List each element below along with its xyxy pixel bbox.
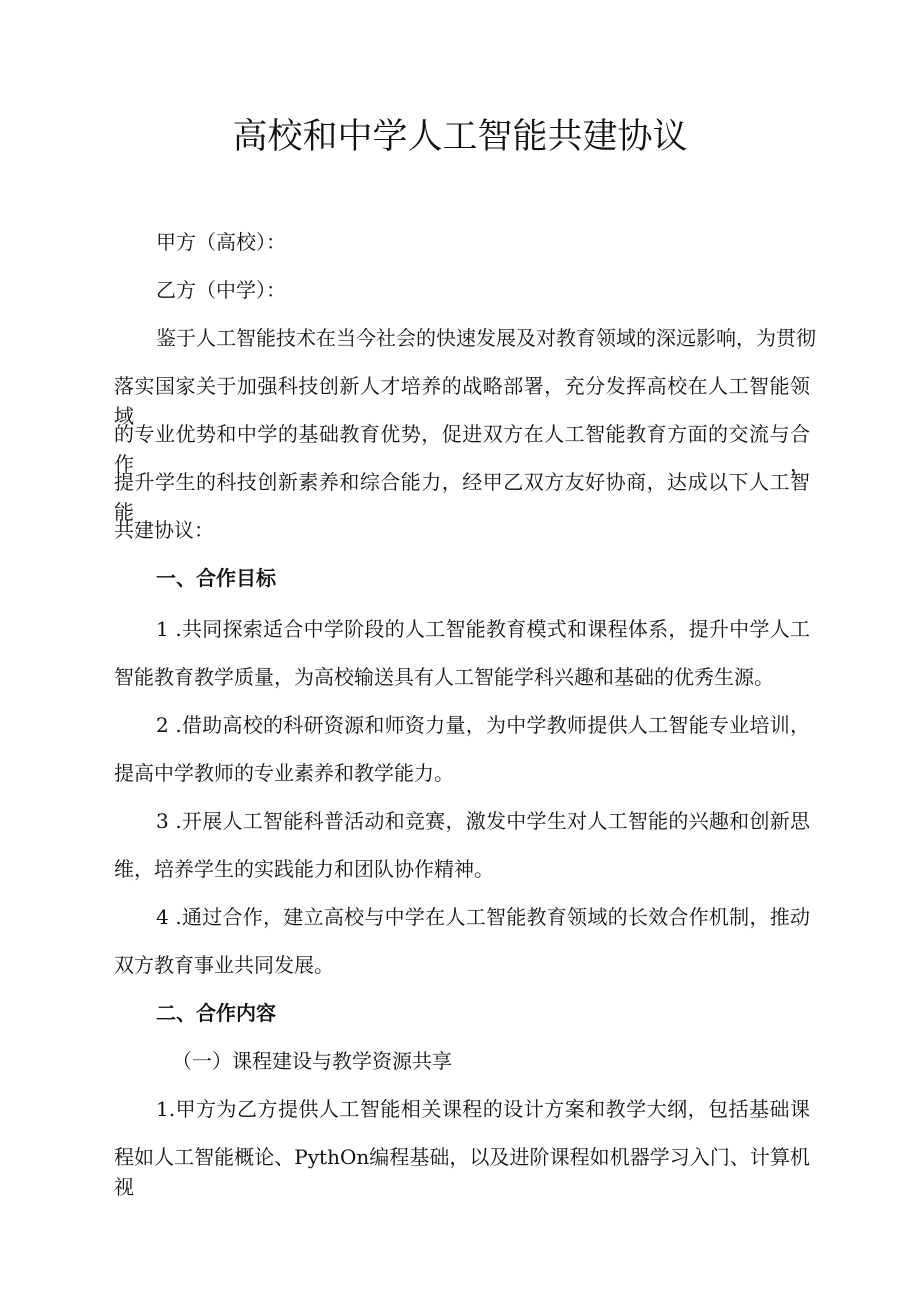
intro-line-2: 落实国家关于加强科技创新人才培养的战略部署，充分发挥高校在人工智能领域: [114, 374, 810, 428]
intro-line-5: 共建协议：: [114, 518, 214, 542]
document-title: 高校和中学人工智能共建协议: [232, 117, 688, 157]
goal-2-line-1: 2 .借助高校的科研资源和师资力量，为中学教师提供人工智能专业培训，: [156, 713, 810, 737]
goal-3-line-2: 维，培养学生的实践能力和团队协作精神。: [114, 857, 494, 881]
goal-4-line-1: 4 .通过合作，建立高校与中学在人工智能教育领域的长效合作机制，推动: [156, 905, 810, 929]
section-2-subheading: （一）课程建设与教学资源共享: [172, 1049, 452, 1073]
goal-1-line-1: 1 .共同探索适合中学阶段的人工智能教育模式和课程体系，提升中学人工: [156, 617, 810, 641]
party-a-line: 甲方（高校）：: [156, 230, 286, 254]
goal-4-line-2: 双方教育事业共同发展。: [114, 953, 334, 977]
intro-line-4: 提升学生的科技创新素养和综合能力，经甲乙双方友好协商，达成以下人工智能: [114, 470, 810, 524]
goal-1-line-2: 智能教育教学质量，为高校输送具有人工智能学科兴趣和基础的优秀生源。: [114, 665, 774, 689]
content-1-line-2: 程如人工智能概论、PythOn编程基础，以及进阶课程如机器学习入门、计算机视: [114, 1145, 810, 1199]
goal-2-line-2: 提高中学教师的专业素养和教学能力。: [114, 761, 454, 785]
content-1-line-1: 1.甲方为乙方提供人工智能相关课程的设计方案和教学大纲，包括基础课: [156, 1097, 810, 1121]
party-b-line: 乙方（中学）：: [156, 278, 286, 302]
intro-line-1: 鉴于人工智能技术在当今社会的快速发展及对教育领域的深远影响，为贯彻: [156, 326, 816, 350]
intro-line-3: 的专业优势和中学的基础教育优势，促进双方在人工智能教育方面的交流与合作，: [114, 422, 810, 476]
goal-3-line-1: 3 .开展人工智能科普活动和竞赛，激发中学生对人工智能的兴趣和创新思: [156, 809, 810, 833]
section-1-heading: 一、合作目标: [156, 566, 276, 590]
section-2-heading: 二、合作内容: [156, 1001, 276, 1025]
